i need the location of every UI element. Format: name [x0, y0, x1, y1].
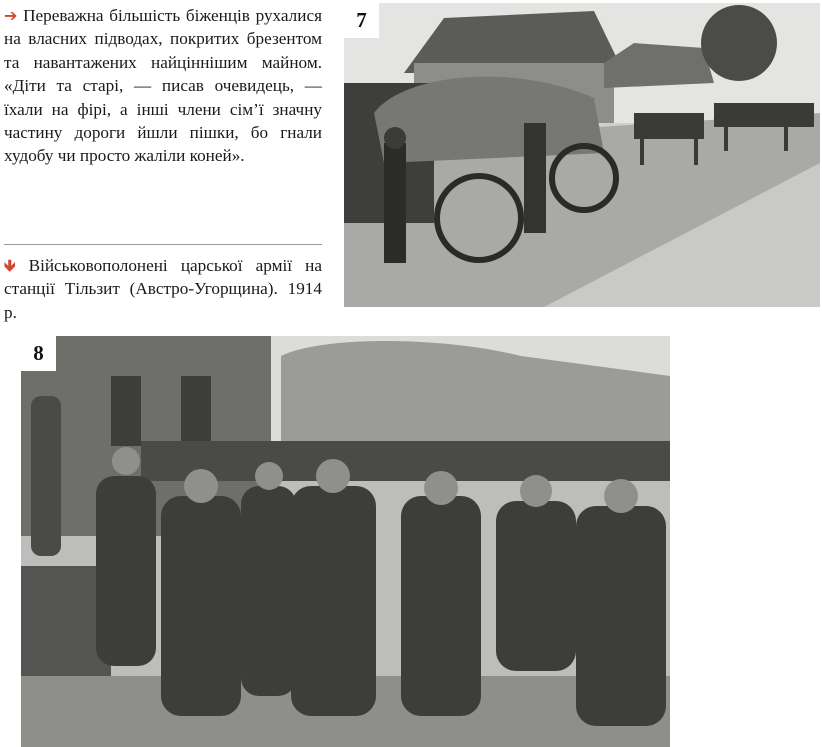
caption-photo-7 — [4, 4, 322, 168]
photo-prisoners-of-war — [21, 336, 670, 747]
divider — [4, 244, 322, 245]
caption-text-8: Військовополонені царської армії на станції Тільзит (Австро-Угорщина). 1914 р. — [4, 256, 322, 322]
photo-number-7: 7 — [344, 3, 379, 38]
arrow-down-icon: 🡻 — [4, 256, 16, 275]
photo-number-8: 8 — [21, 336, 56, 371]
arrow-right-icon: ➔ — [4, 6, 18, 25]
caption-text-7: Переважна більшість біженців рухалися на власних підводах, покритих брезентом та навантажених найціннішим майном. «Діти та старі, — писав очевидець, — їхали на фірі, а інші члени сім’ї значну частину дороги йшли пішки, бо гнали худобу чи просто жаліли коней». — [4, 6, 322, 166]
photo-refugees — [344, 3, 820, 307]
caption-photo-8 — [4, 254, 322, 324]
